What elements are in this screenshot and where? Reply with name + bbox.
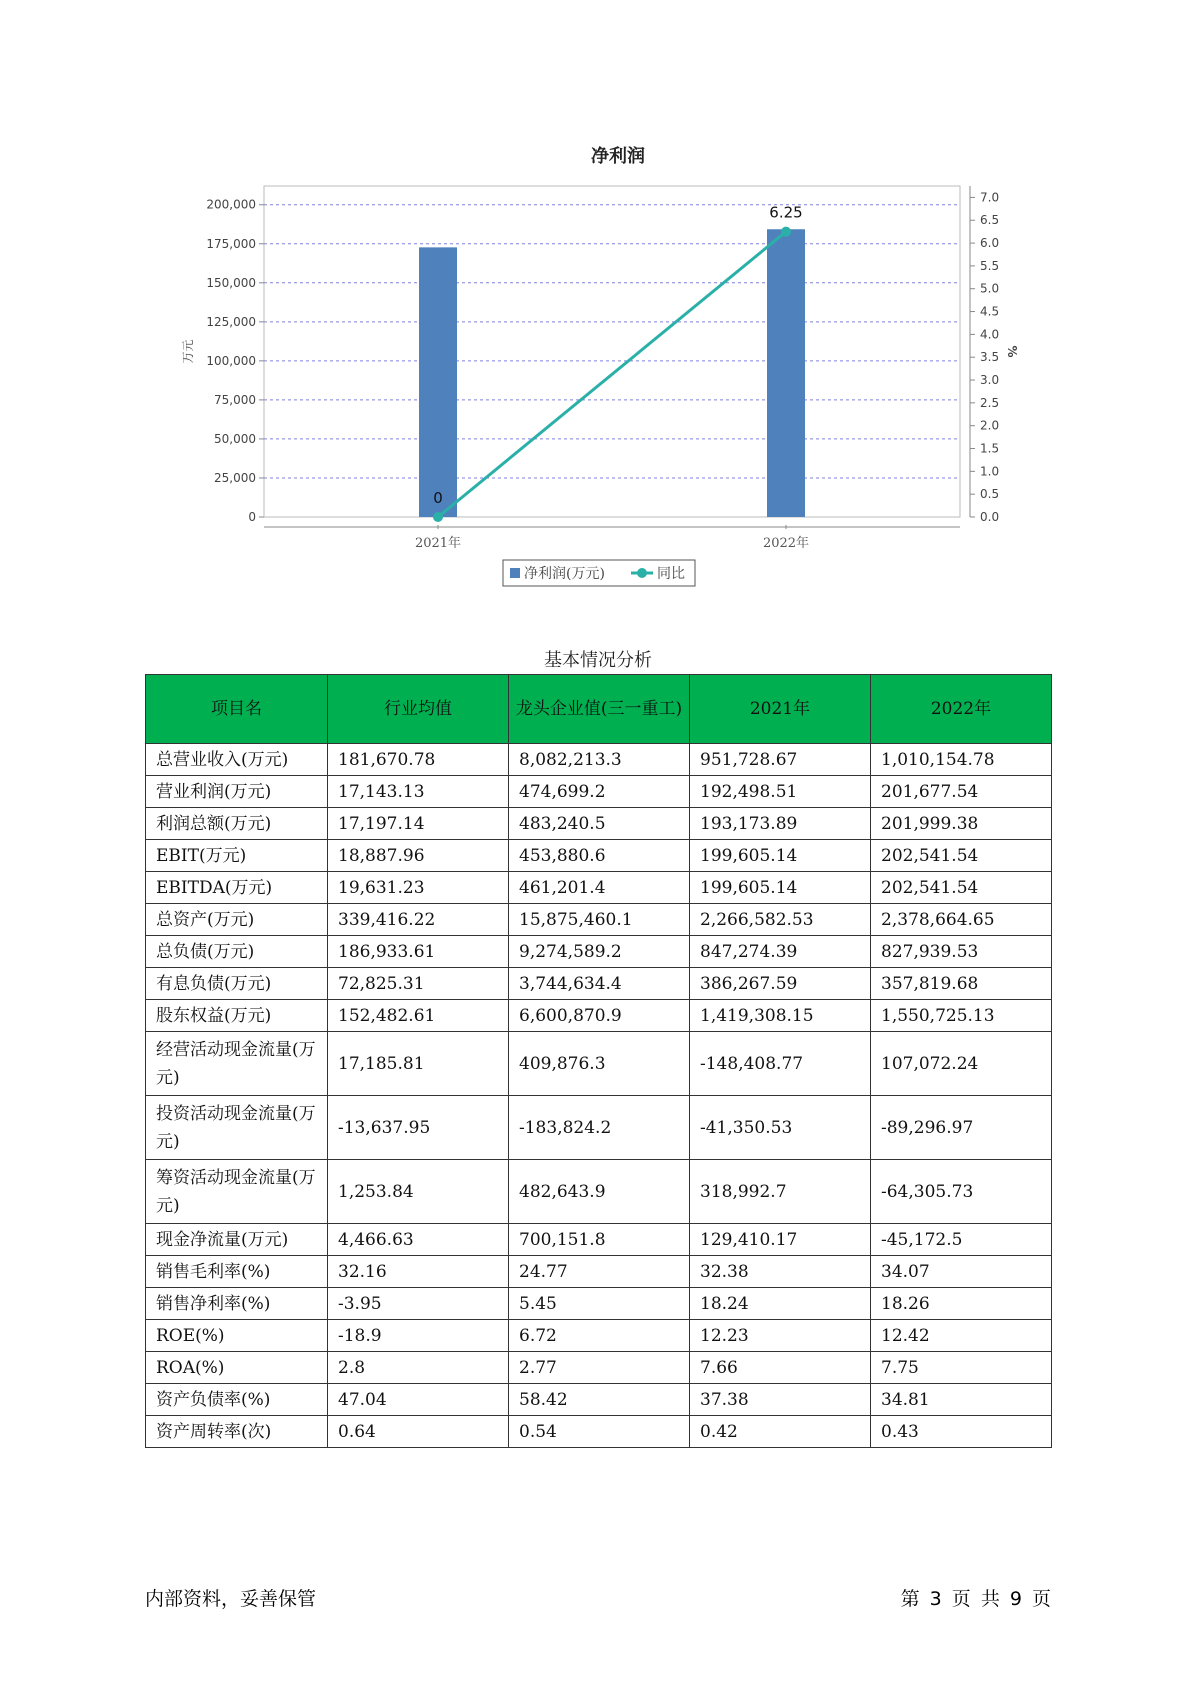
cell-value: -41,350.53 bbox=[690, 1096, 871, 1160]
y2-tick-label: 1.5 bbox=[980, 441, 1000, 456]
x-tick-label: 2022年 bbox=[762, 536, 810, 551]
y2-tick-label: 5.0 bbox=[980, 281, 1000, 296]
table-row bbox=[146, 1384, 1052, 1416]
header-item-name: 项目名 bbox=[146, 675, 328, 744]
cell-value: 17,197.14 bbox=[328, 808, 509, 840]
cell-value: -18.9 bbox=[328, 1320, 509, 1352]
cell-value: 17,185.81 bbox=[328, 1032, 509, 1096]
cell-value: -45,172.5 bbox=[871, 1224, 1052, 1256]
y-tick-label: 100,000 bbox=[206, 353, 256, 368]
row-label: 销售毛利率(%) bbox=[146, 1256, 328, 1288]
row-label: 有息负债(万元) bbox=[146, 968, 328, 1000]
table-row bbox=[146, 968, 1052, 1000]
cell-value: 2,266,582.53 bbox=[690, 904, 871, 936]
cell-value: 192,498.51 bbox=[690, 776, 871, 808]
cell-value: 47.04 bbox=[328, 1384, 509, 1416]
cell-value: 18.24 bbox=[690, 1288, 871, 1320]
net-profit-chart bbox=[0, 0, 1191, 600]
row-label: 总营业收入(万元) bbox=[146, 744, 328, 776]
legend-label-net-profit: 净利润(万元) bbox=[524, 566, 605, 582]
cell-value: 34.07 bbox=[871, 1256, 1052, 1288]
cell-value: 0.43 bbox=[871, 1416, 1052, 1448]
cell-value: 482,643.9 bbox=[509, 1160, 690, 1224]
cell-value: 453,880.6 bbox=[509, 840, 690, 872]
table-row bbox=[146, 1000, 1052, 1032]
table-row bbox=[146, 1224, 1052, 1256]
y2-tick-label: 2.5 bbox=[980, 395, 1000, 410]
cell-value: 181,670.78 bbox=[328, 744, 509, 776]
cell-value: 2.8 bbox=[328, 1352, 509, 1384]
point-yoy bbox=[433, 512, 443, 522]
cell-value: 6.72 bbox=[509, 1320, 690, 1352]
plot-area bbox=[264, 186, 960, 517]
table-row bbox=[146, 904, 1052, 936]
table-row bbox=[146, 1096, 1052, 1160]
cell-value: 4,466.63 bbox=[328, 1224, 509, 1256]
header-leader-value: 龙头企业值(三一重工) bbox=[509, 675, 690, 744]
cell-value: 19,631.23 bbox=[328, 872, 509, 904]
cell-value: 152,482.61 bbox=[328, 1000, 509, 1032]
cell-value: 37.38 bbox=[690, 1384, 871, 1416]
y2-axis-label: % bbox=[1005, 345, 1019, 358]
legend-swatch-bar bbox=[510, 568, 520, 578]
footer-page-number: 第 3 页 共 9 页 bbox=[900, 1588, 1051, 1610]
cell-value: 1,419,308.15 bbox=[690, 1000, 871, 1032]
cell-value: 827,939.53 bbox=[871, 936, 1052, 968]
legend-swatch-point bbox=[637, 568, 647, 578]
cell-value: 8,082,213.3 bbox=[509, 744, 690, 776]
cell-value: 1,010,154.78 bbox=[871, 744, 1052, 776]
point-yoy bbox=[781, 227, 791, 237]
cell-value: 17,143.13 bbox=[328, 776, 509, 808]
row-label: 现金净流量(万元) bbox=[146, 1224, 328, 1256]
cell-value: 461,201.4 bbox=[509, 872, 690, 904]
y-tick-label: 175,000 bbox=[206, 236, 256, 251]
table-row bbox=[146, 808, 1052, 840]
y-tick-label: 25,000 bbox=[214, 470, 256, 485]
cell-value: 58.42 bbox=[509, 1384, 690, 1416]
y2-tick-label: 5.5 bbox=[980, 258, 1000, 273]
y2-tick-label: 0.0 bbox=[980, 510, 1000, 524]
cell-value: 386,267.59 bbox=[690, 968, 871, 1000]
y2-tick-label: 0.5 bbox=[980, 487, 1000, 502]
table-header-row bbox=[146, 675, 1052, 744]
cell-value: 0.54 bbox=[509, 1416, 690, 1448]
bar-net-profit bbox=[767, 229, 805, 517]
chart-title: 净利润 bbox=[591, 146, 645, 167]
y2-tick-label: 4.5 bbox=[980, 304, 1000, 319]
table-caption: 基本情况分析 bbox=[544, 650, 652, 671]
cell-value: 201,999.38 bbox=[871, 808, 1052, 840]
cell-value: 2.77 bbox=[509, 1352, 690, 1384]
cell-value: 107,072.24 bbox=[871, 1032, 1052, 1096]
y-axis-label: 万元 bbox=[181, 339, 195, 364]
cell-value: 129,410.17 bbox=[690, 1224, 871, 1256]
cell-value: 18,887.96 bbox=[328, 840, 509, 872]
y-tick-label: 0 bbox=[248, 510, 256, 524]
cell-value: -89,296.97 bbox=[871, 1096, 1052, 1160]
header-industry-avg: 行业均值 bbox=[328, 675, 509, 744]
table-row bbox=[146, 1160, 1052, 1224]
cell-value: 72,825.31 bbox=[328, 968, 509, 1000]
row-label: 经营活动现金流量(万元) bbox=[146, 1032, 328, 1096]
cell-value: 32.16 bbox=[328, 1256, 509, 1288]
row-label: EBIT(万元) bbox=[146, 840, 328, 872]
cell-value: 186,933.61 bbox=[328, 936, 509, 968]
cell-value: 700,151.8 bbox=[509, 1224, 690, 1256]
cell-value: 201,677.54 bbox=[871, 776, 1052, 808]
cell-value: 318,992.7 bbox=[690, 1160, 871, 1224]
cell-value: 12.23 bbox=[690, 1320, 871, 1352]
table-row bbox=[146, 1352, 1052, 1384]
cell-value: 9,274,589.2 bbox=[509, 936, 690, 968]
row-label: ROE(%) bbox=[146, 1320, 328, 1352]
cell-value: 357,819.68 bbox=[871, 968, 1052, 1000]
y2-tick-label: 6.0 bbox=[980, 236, 1000, 251]
data-label-yoy: 6.25 bbox=[769, 203, 803, 222]
cell-value: 1,253.84 bbox=[328, 1160, 509, 1224]
cell-value: -13,637.95 bbox=[328, 1096, 509, 1160]
table-row bbox=[146, 1288, 1052, 1320]
header-2022: 2022年 bbox=[871, 675, 1052, 744]
cell-value: 0.64 bbox=[328, 1416, 509, 1448]
basic-analysis-table bbox=[145, 674, 1052, 1448]
cell-value: 483,240.5 bbox=[509, 808, 690, 840]
cell-value: 2,378,664.65 bbox=[871, 904, 1052, 936]
row-label: 筹资活动现金流量(万元) bbox=[146, 1160, 328, 1224]
y-tick-label: 200,000 bbox=[206, 197, 256, 212]
table-row bbox=[146, 776, 1052, 808]
cell-value: 199,605.14 bbox=[690, 872, 871, 904]
row-label: 总资产(万元) bbox=[146, 904, 328, 936]
y2-tick-label: 3.5 bbox=[980, 350, 1000, 365]
cell-value: 24.77 bbox=[509, 1256, 690, 1288]
data-label-yoy: 0 bbox=[433, 489, 443, 507]
table-row bbox=[146, 1320, 1052, 1352]
y-tick-label: 150,000 bbox=[206, 275, 256, 290]
row-label: 营业利润(万元) bbox=[146, 776, 328, 808]
row-label: EBITDA(万元) bbox=[146, 872, 328, 904]
table-row bbox=[146, 1416, 1052, 1448]
cell-value: 409,876.3 bbox=[509, 1032, 690, 1096]
y2-tick-label: 4.0 bbox=[980, 327, 1000, 342]
cell-value: 1,550,725.13 bbox=[871, 1000, 1052, 1032]
y2-tick-label: 3.0 bbox=[980, 373, 1000, 388]
table-row bbox=[146, 1256, 1052, 1288]
y-tick-label: 75,000 bbox=[214, 392, 256, 407]
chart-svg bbox=[0, 0, 1191, 600]
cell-value: 0.42 bbox=[690, 1416, 871, 1448]
cell-value: 3,744,634.4 bbox=[509, 968, 690, 1000]
row-label: 资产负债率(%) bbox=[146, 1384, 328, 1416]
cell-value: 32.38 bbox=[690, 1256, 871, 1288]
y2-tick-label: 1.0 bbox=[980, 464, 1000, 479]
cell-value: -183,824.2 bbox=[509, 1096, 690, 1160]
cell-value: 951,728.67 bbox=[690, 744, 871, 776]
cell-value: 193,173.89 bbox=[690, 808, 871, 840]
y2-tick-label: 2.0 bbox=[980, 418, 1000, 433]
row-label: 资产周转率(次) bbox=[146, 1416, 328, 1448]
cell-value: -64,305.73 bbox=[871, 1160, 1052, 1224]
cell-value: 202,541.54 bbox=[871, 872, 1052, 904]
row-label: 销售净利率(%) bbox=[146, 1288, 328, 1320]
table-row bbox=[146, 744, 1052, 776]
cell-value: 474,699.2 bbox=[509, 776, 690, 808]
legend-label-yoy: 同比 bbox=[657, 566, 685, 582]
table-row bbox=[146, 840, 1052, 872]
row-label: ROA(%) bbox=[146, 1352, 328, 1384]
table-row bbox=[146, 936, 1052, 968]
cell-value: 34.81 bbox=[871, 1384, 1052, 1416]
table-row bbox=[146, 1032, 1052, 1096]
cell-value: -148,408.77 bbox=[690, 1032, 871, 1096]
y2-tick-label: 6.5 bbox=[980, 213, 1000, 228]
cell-value: 7.75 bbox=[871, 1352, 1052, 1384]
y-tick-label: 50,000 bbox=[214, 431, 256, 446]
table-body bbox=[146, 744, 1052, 1448]
row-label: 利润总额(万元) bbox=[146, 808, 328, 840]
row-label: 股东权益(万元) bbox=[146, 1000, 328, 1032]
cell-value: 15,875,460.1 bbox=[509, 904, 690, 936]
cell-value: 12.42 bbox=[871, 1320, 1052, 1352]
cell-value: 847,274.39 bbox=[690, 936, 871, 968]
y-tick-label: 125,000 bbox=[206, 314, 256, 329]
cell-value: 339,416.22 bbox=[328, 904, 509, 936]
cell-value: -3.95 bbox=[328, 1288, 509, 1320]
footer-confidential: 内部资料，妥善保管 bbox=[145, 1588, 317, 1610]
header-2021: 2021年 bbox=[690, 675, 871, 744]
row-label: 总负债(万元) bbox=[146, 936, 328, 968]
cell-value: 202,541.54 bbox=[871, 840, 1052, 872]
bar-net-profit bbox=[419, 247, 457, 517]
table-row bbox=[146, 872, 1052, 904]
cell-value: 18.26 bbox=[871, 1288, 1052, 1320]
y2-tick-label: 7.0 bbox=[980, 190, 1000, 205]
cell-value: 7.66 bbox=[690, 1352, 871, 1384]
row-label: 投资活动现金流量(万元) bbox=[146, 1096, 328, 1160]
cell-value: 5.45 bbox=[509, 1288, 690, 1320]
cell-value: 6,600,870.9 bbox=[509, 1000, 690, 1032]
x-tick-label: 2021年 bbox=[414, 536, 462, 551]
cell-value: 199,605.14 bbox=[690, 840, 871, 872]
